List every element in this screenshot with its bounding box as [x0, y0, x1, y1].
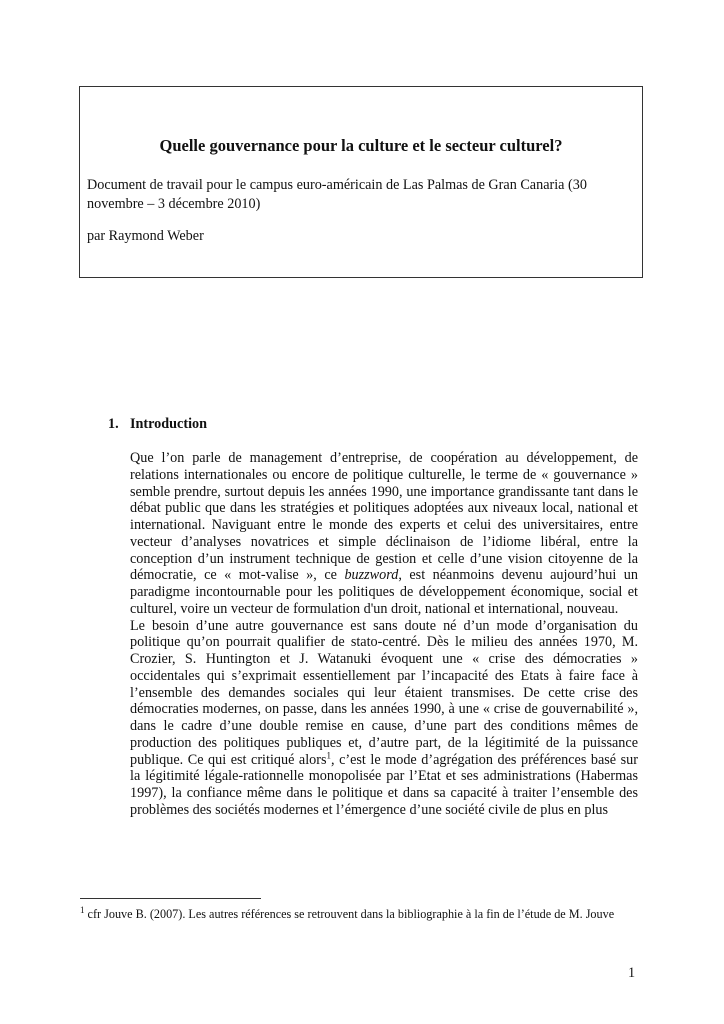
paragraph-2-text-b: , c’est le mode d’agrégation des préférences basé sur la légitimité légale-rationnelle monopolisée par l’Etat et ses administrations (Habermas 1997), la confiance même dans le politique et dans sa capacité à traiter l’ensemble des problèmes des sociétés modernes et l’émergence d’une société civile de plus en plus: [130, 751, 638, 818]
footnote-reference[interactable]: 1: [326, 749, 331, 760]
paragraph-1-text-a: Que l’on parle de management d’entreprise, de coopération au développement, de relations internationales ou encore de politique culturelle, le terme de « gouvernance » semble prendre, surtout depuis les années 1990, une importance grandissante tant dans le débat public que dans les stratégies et politiques adoptées aux niveaux local, national et international. Naviguant entre le monde des experts et celui des universitaires, entre vecteur d’analyses novatrices et simple déclinaison de l’idiome libéral, entre la conception d’un instrument technique de gestion et celle d’une vision citoyenne de la démocratie, ce « mot-valise », ce: [130, 450, 638, 584]
page-number: 1: [628, 965, 636, 981]
footnote-text: cfr Jouve B. (2007). Les autres références se retrouvent dans la bibliographie à la fin de l’étude de M. Jouve: [84, 907, 615, 921]
paragraph-1: [130, 450, 638, 618]
paragraph-2: [130, 618, 638, 819]
section-title: Introduction: [130, 416, 207, 432]
title-box: [79, 86, 643, 278]
section-number: 1.: [108, 416, 119, 432]
paragraph-1-italic: buzzword: [344, 567, 399, 584]
document-title: Quelle gouvernance pour la culture et le secteur culturel?: [159, 136, 563, 155]
footnote-marker: 1: [80, 904, 85, 915]
footnote: [80, 906, 640, 922]
body-text: [130, 450, 638, 819]
document-subtitle: Document de travail pour le campus euro-américain de Las Palmas de Gran Canaria (30 novembre – 3 décembre 2010): [87, 177, 587, 212]
document-author: par Raymond Weber: [87, 228, 204, 244]
section-heading: [108, 416, 207, 433]
footnote-separator: [80, 898, 261, 899]
paragraph-2-text-a: Le besoin d’une autre gouvernance est sans doute né d’un mode d’organisation du politique qu’on pourrait qualifier de stato-centré. Dès le milieu des années 1970, M. Crozier, S. Huntington et J. Watanuki évoquent une « crise des démocraties » occidentales qui s’exprimait essentiellement par l’incapacité des Etats à faire face à l’ensemble des demandes sociales qui leur étaient transmises. De cette crise des démocraties modernes, on passe, dans les années 1990, à une « crise de gouvernabilité », dans le cadre d’une double remise en cause, d’une part des conditions mêmes de production des politiques publiques et, d’autre part, de la légitimité de la puissance publique. Ce qui est critiqué alors: [130, 617, 638, 768]
paragraph-1-text-b: , est néanmoins devenu aujourd’hui un paradigme incontournable pour les politiques de développement économique, social et culturel, voire un vecteur de formulation d'un droit, national et international, nouveau.: [130, 567, 638, 617]
